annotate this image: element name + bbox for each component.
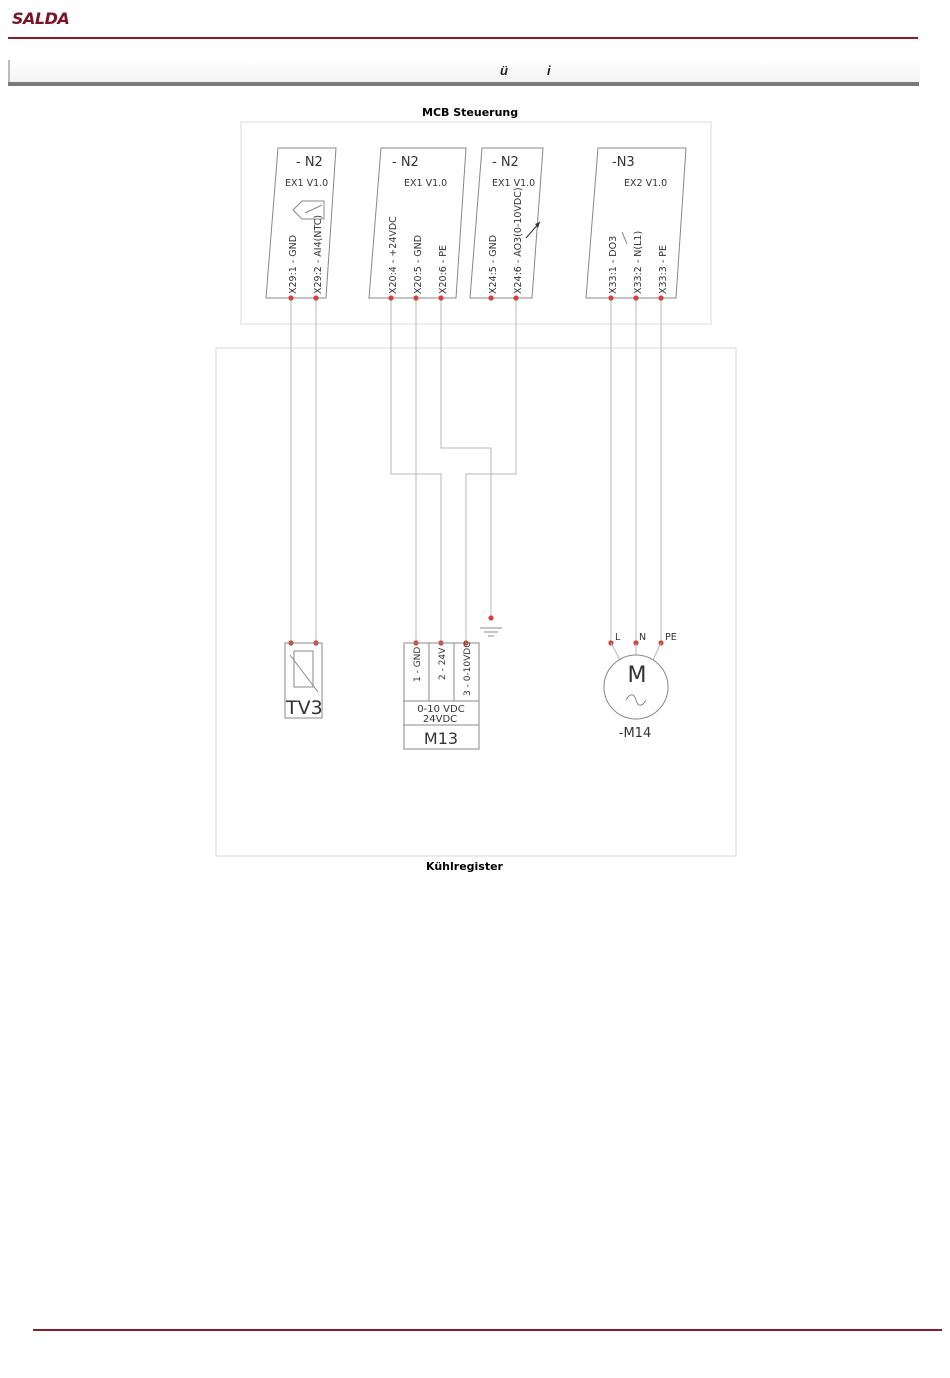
terminal-dot [413, 295, 418, 300]
module-n2-sensor [266, 148, 336, 298]
register-caption: Kühlregister [426, 860, 503, 873]
terminal-label: X33:1 - DO3 [608, 235, 619, 294]
module-version: EX1 V1.0 [492, 178, 536, 189]
ac-wave-icon [626, 695, 646, 706]
terminal-dot [608, 295, 613, 300]
terminal-dot [633, 295, 638, 300]
terminal-dot [438, 295, 443, 300]
terminal-label: X20:4 - +24VDC [388, 216, 399, 294]
module-version: EX1 V1.0 [404, 178, 448, 189]
module-name: - N2 [296, 155, 323, 170]
terminal-label: X24:6 - AO3(0-10VDC) [513, 187, 524, 294]
module-name: - N2 [392, 155, 419, 170]
motor-m14 [604, 632, 677, 741]
terminal-dot [658, 295, 663, 300]
motor-lead [653, 643, 661, 660]
sensor-label: TV3 [286, 697, 323, 719]
module-outline [266, 148, 336, 298]
module-n2-analog-out [470, 148, 543, 298]
module-name: - N2 [492, 155, 519, 170]
module-outline [470, 148, 543, 298]
terminal-dot [488, 615, 493, 620]
terminal-dot [388, 295, 393, 300]
banner-text-2: i [547, 63, 551, 78]
motor-terminal-label: N [639, 632, 647, 643]
actuator-spec: 0-10 VDC [417, 704, 465, 715]
actuator-terminal-label: 1 - GND [413, 646, 423, 682]
ntc-connector-icon-detail [305, 205, 322, 213]
motor-terminal-label: L [615, 632, 621, 643]
terminal-dot [288, 295, 293, 300]
terminal-dot [488, 295, 493, 300]
actuator-terminal-label: 3 - 0-10VDC [463, 641, 473, 696]
register-frame [216, 348, 736, 856]
motor-lead [611, 643, 620, 660]
sensor-tv3 [285, 643, 323, 719]
module-n3-relay [586, 148, 686, 298]
terminal-label: X20:6 - PE [438, 244, 449, 294]
banner-text-1: ü [500, 63, 508, 78]
terminal-label: X33:3 - PE [658, 244, 669, 294]
terminal-dot [313, 295, 318, 300]
ground-icon [480, 628, 502, 636]
motor-symbol: M [627, 663, 647, 688]
motor-terminal-label: PE [665, 632, 677, 643]
module-name: -N3 [612, 155, 635, 170]
terminal-dot [513, 295, 518, 300]
footer-rule [33, 1329, 942, 1331]
terminal-label: X33:2 - N(L1) [633, 230, 644, 294]
controller-caption: MCB Steuerung [422, 106, 519, 119]
relay-contact-icon [622, 232, 627, 244]
terminal-label: X29:1 - GND [288, 234, 299, 294]
terminal-label: X20:5 - GND [413, 234, 424, 294]
brand-logo: SALDA [12, 9, 70, 28]
module-version: EX2 V1.0 [624, 178, 668, 189]
actuator-spec: 24VDC [422, 714, 458, 725]
module-version: EX1 V1.0 [285, 178, 329, 189]
actuator-label: M13 [423, 729, 459, 748]
module-n2-supply [369, 148, 466, 298]
wiring [291, 298, 661, 643]
actuator-terminal-label: 2 - 24V [438, 647, 448, 680]
terminal-label: X24:5 - GND [488, 234, 499, 294]
motor-label: -M14 [618, 726, 652, 741]
terminal-label: X29:2 - AI4(NTC) [313, 214, 324, 294]
actuator-m13 [404, 642, 479, 750]
